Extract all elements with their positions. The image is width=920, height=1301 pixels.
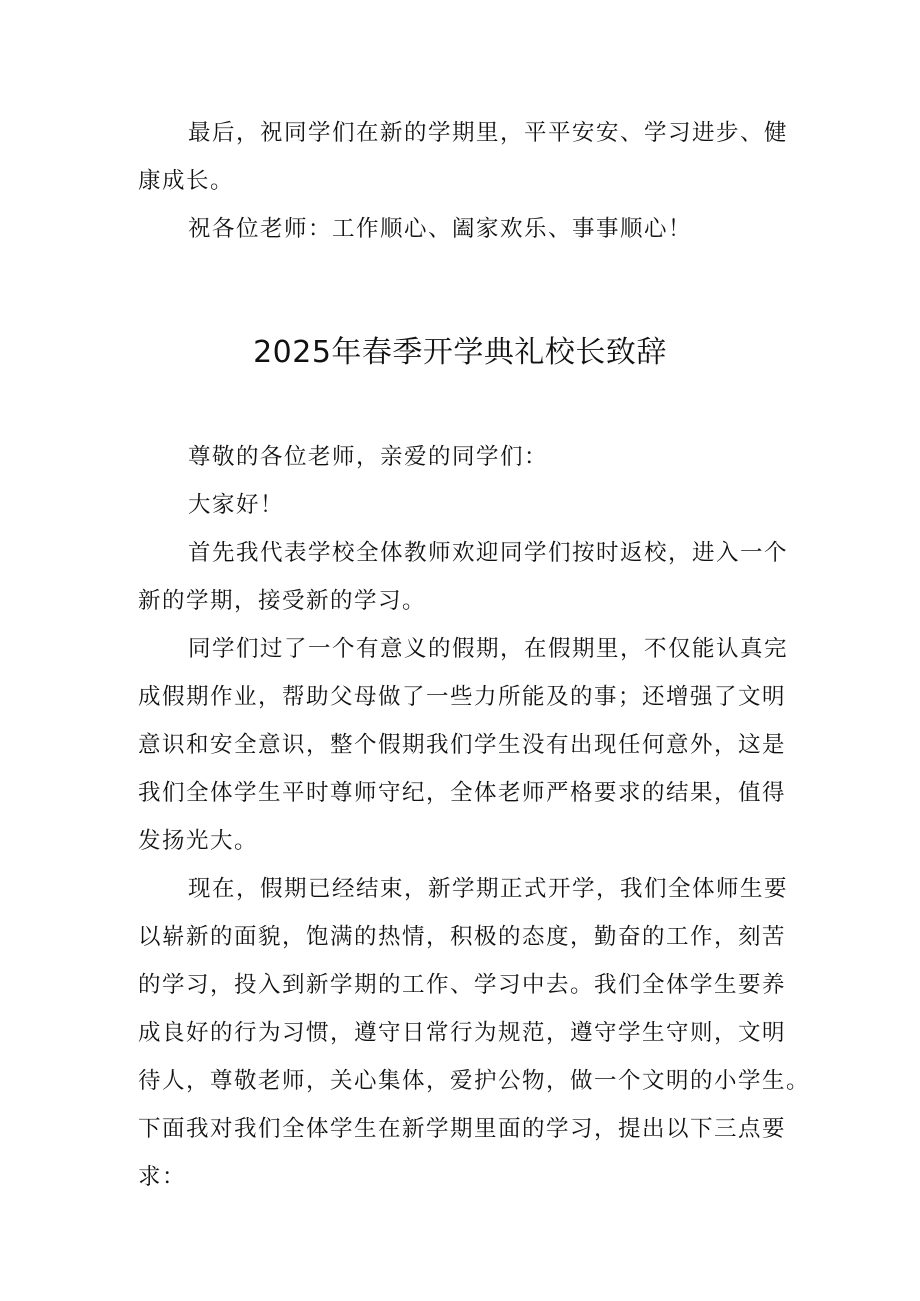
speech-title: 2025年春季开学典礼校长致辞 [253,335,667,370]
paragraph-3-line-7: 求： [138,1164,187,1190]
paragraph-1-line-2: 新的学期，接受新的学习。 [138,588,427,614]
paragraph-2-line-5: 发扬光大。 [138,828,259,854]
paragraph-1-line-1: 首先我代表学校全体教师欢迎同学们按时返校，进入一个 [188,540,789,566]
paragraph-3-line-4: 成良好的行为习惯，遵守日常行为规范，遵守学生守则，文明 [138,1020,787,1046]
speech-greeting: 尊敬的各位老师，亲爱的同学们： [188,444,549,470]
paragraph-2-line-3: 意识和安全意识，整个假期我们学生没有出现任何意外，这是 [138,732,787,758]
paragraph-3-line-6: 下面我对我们全体学生在新学期里面的学习，提出以下三点要 [138,1116,787,1142]
closing-wish-teachers: 祝各位老师：工作顺心、阖家欢乐、事事顺心！ [188,216,693,242]
paragraph-3-line-5: 待人，尊敬老师，关心集体，爱护公物，做一个文明的小学生。 [138,1068,811,1094]
paragraph-3-line-1: 现在，假期已经结束，新学期正式开学，我们全体师生要 [188,876,789,902]
paragraph-3-line-2: 以崭新的面貌，饱满的热情，积极的态度，勤奋的工作，刻苦 [138,924,787,950]
closing-wish-students-line-1: 最后，祝同学们在新的学期里，平平安安、学习进步、健 [188,120,789,146]
paragraph-3-line-3: 的学习，投入到新学期的工作、学习中去。我们全体学生要养 [138,972,787,998]
paragraph-2-line-4: 我们全体学生平时尊师守纪，全体老师严格要求的结果，值得 [138,780,787,806]
paragraph-2-line-2: 成假期作业，帮助父母做了一些力所能及的事；还增强了文明 [138,684,787,710]
closing-wish-students-line-2: 康成长。 [138,168,235,194]
speech-hello: 大家好！ [188,492,285,518]
paragraph-2-line-1: 同学们过了一个有意义的假期，在假期里，不仅能认真完 [188,636,789,662]
